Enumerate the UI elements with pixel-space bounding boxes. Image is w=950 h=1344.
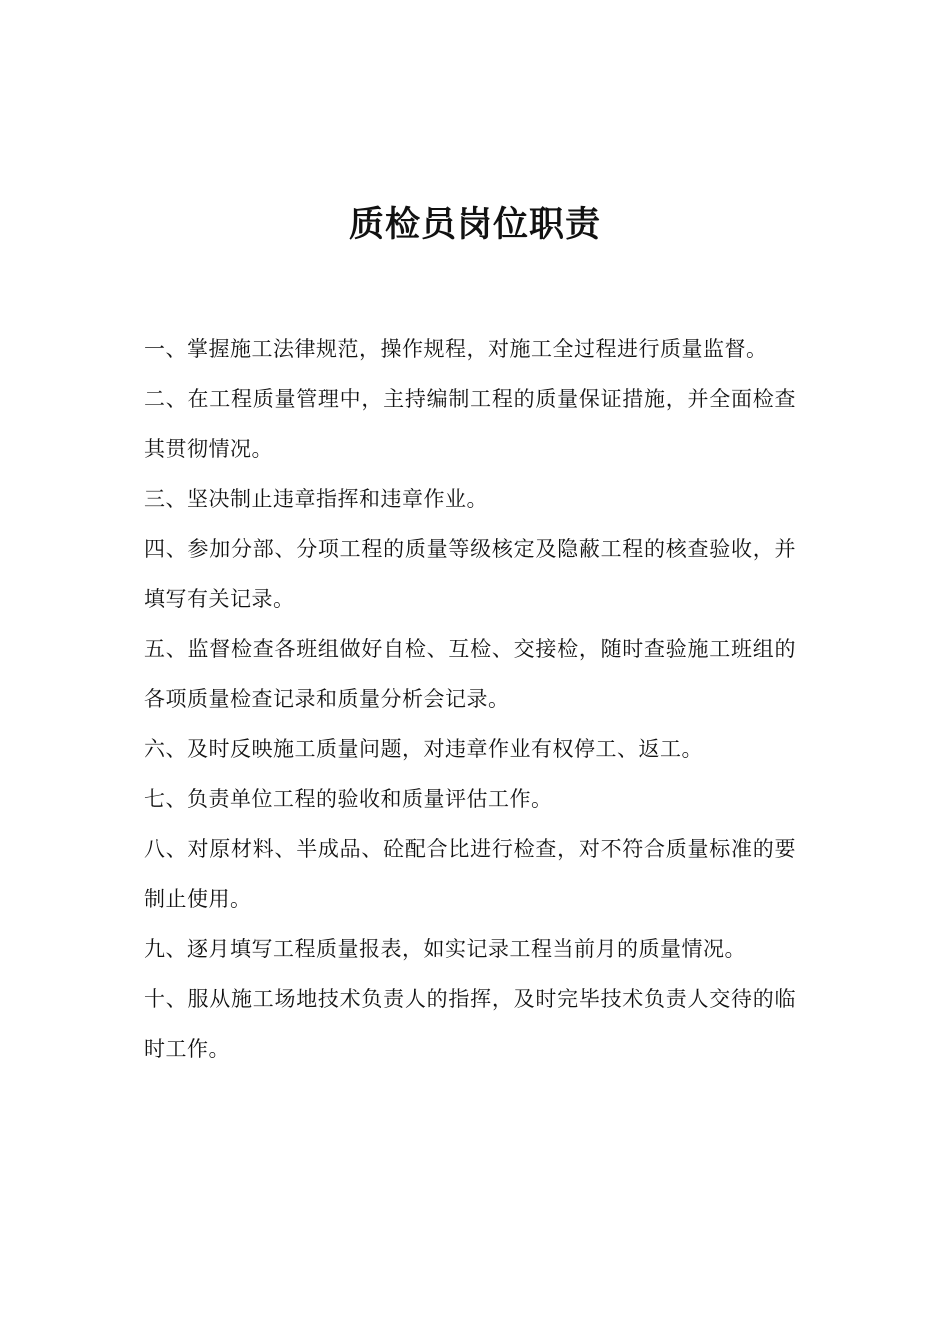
duty-item-10: 十、服从施工场地技术负责人的指挥，及时完毕技术负责人交待的临时工作。: [144, 987, 796, 1061]
duty-item-9: 九、逐月填写工程质量报表，如实记录工程当前月的质量情况。: [144, 937, 746, 961]
duty-item-2: 二、在工程质量管理中，主持编制工程的质量保证措施，并全面检查其贯彻情况。: [144, 387, 796, 461]
duty-item-5: 五、监督检查各班组做好自检、互检、交接检，随时查验施工班组的各项质量检查记录和质量分析会记录。: [144, 637, 796, 711]
duty-item-3: 三、坚决制止违章指挥和违章作业。: [144, 487, 488, 511]
duty-list: [144, 324, 796, 1074]
duty-item-4: 四、参加分部、分项工程的质量等级核定及隐蔽工程的核查验收，并填写有关记录。: [144, 537, 796, 611]
page-title: 质检员岗位职责: [348, 204, 601, 245]
duty-item-7: 七、负责单位工程的验收和质量评估工作。: [144, 787, 553, 811]
duty-item-6: 六、及时反映施工质量问题，对违章作业有权停工、返工。: [144, 737, 703, 761]
duty-item-1: 一、掌握施工法律规范，操作规程，对施工全过程进行质量监督。: [144, 337, 768, 361]
duty-item-8: 八、对原材料、半成品、砼配合比进行检查，对不符合质量标准的要制止使用。: [144, 837, 796, 911]
